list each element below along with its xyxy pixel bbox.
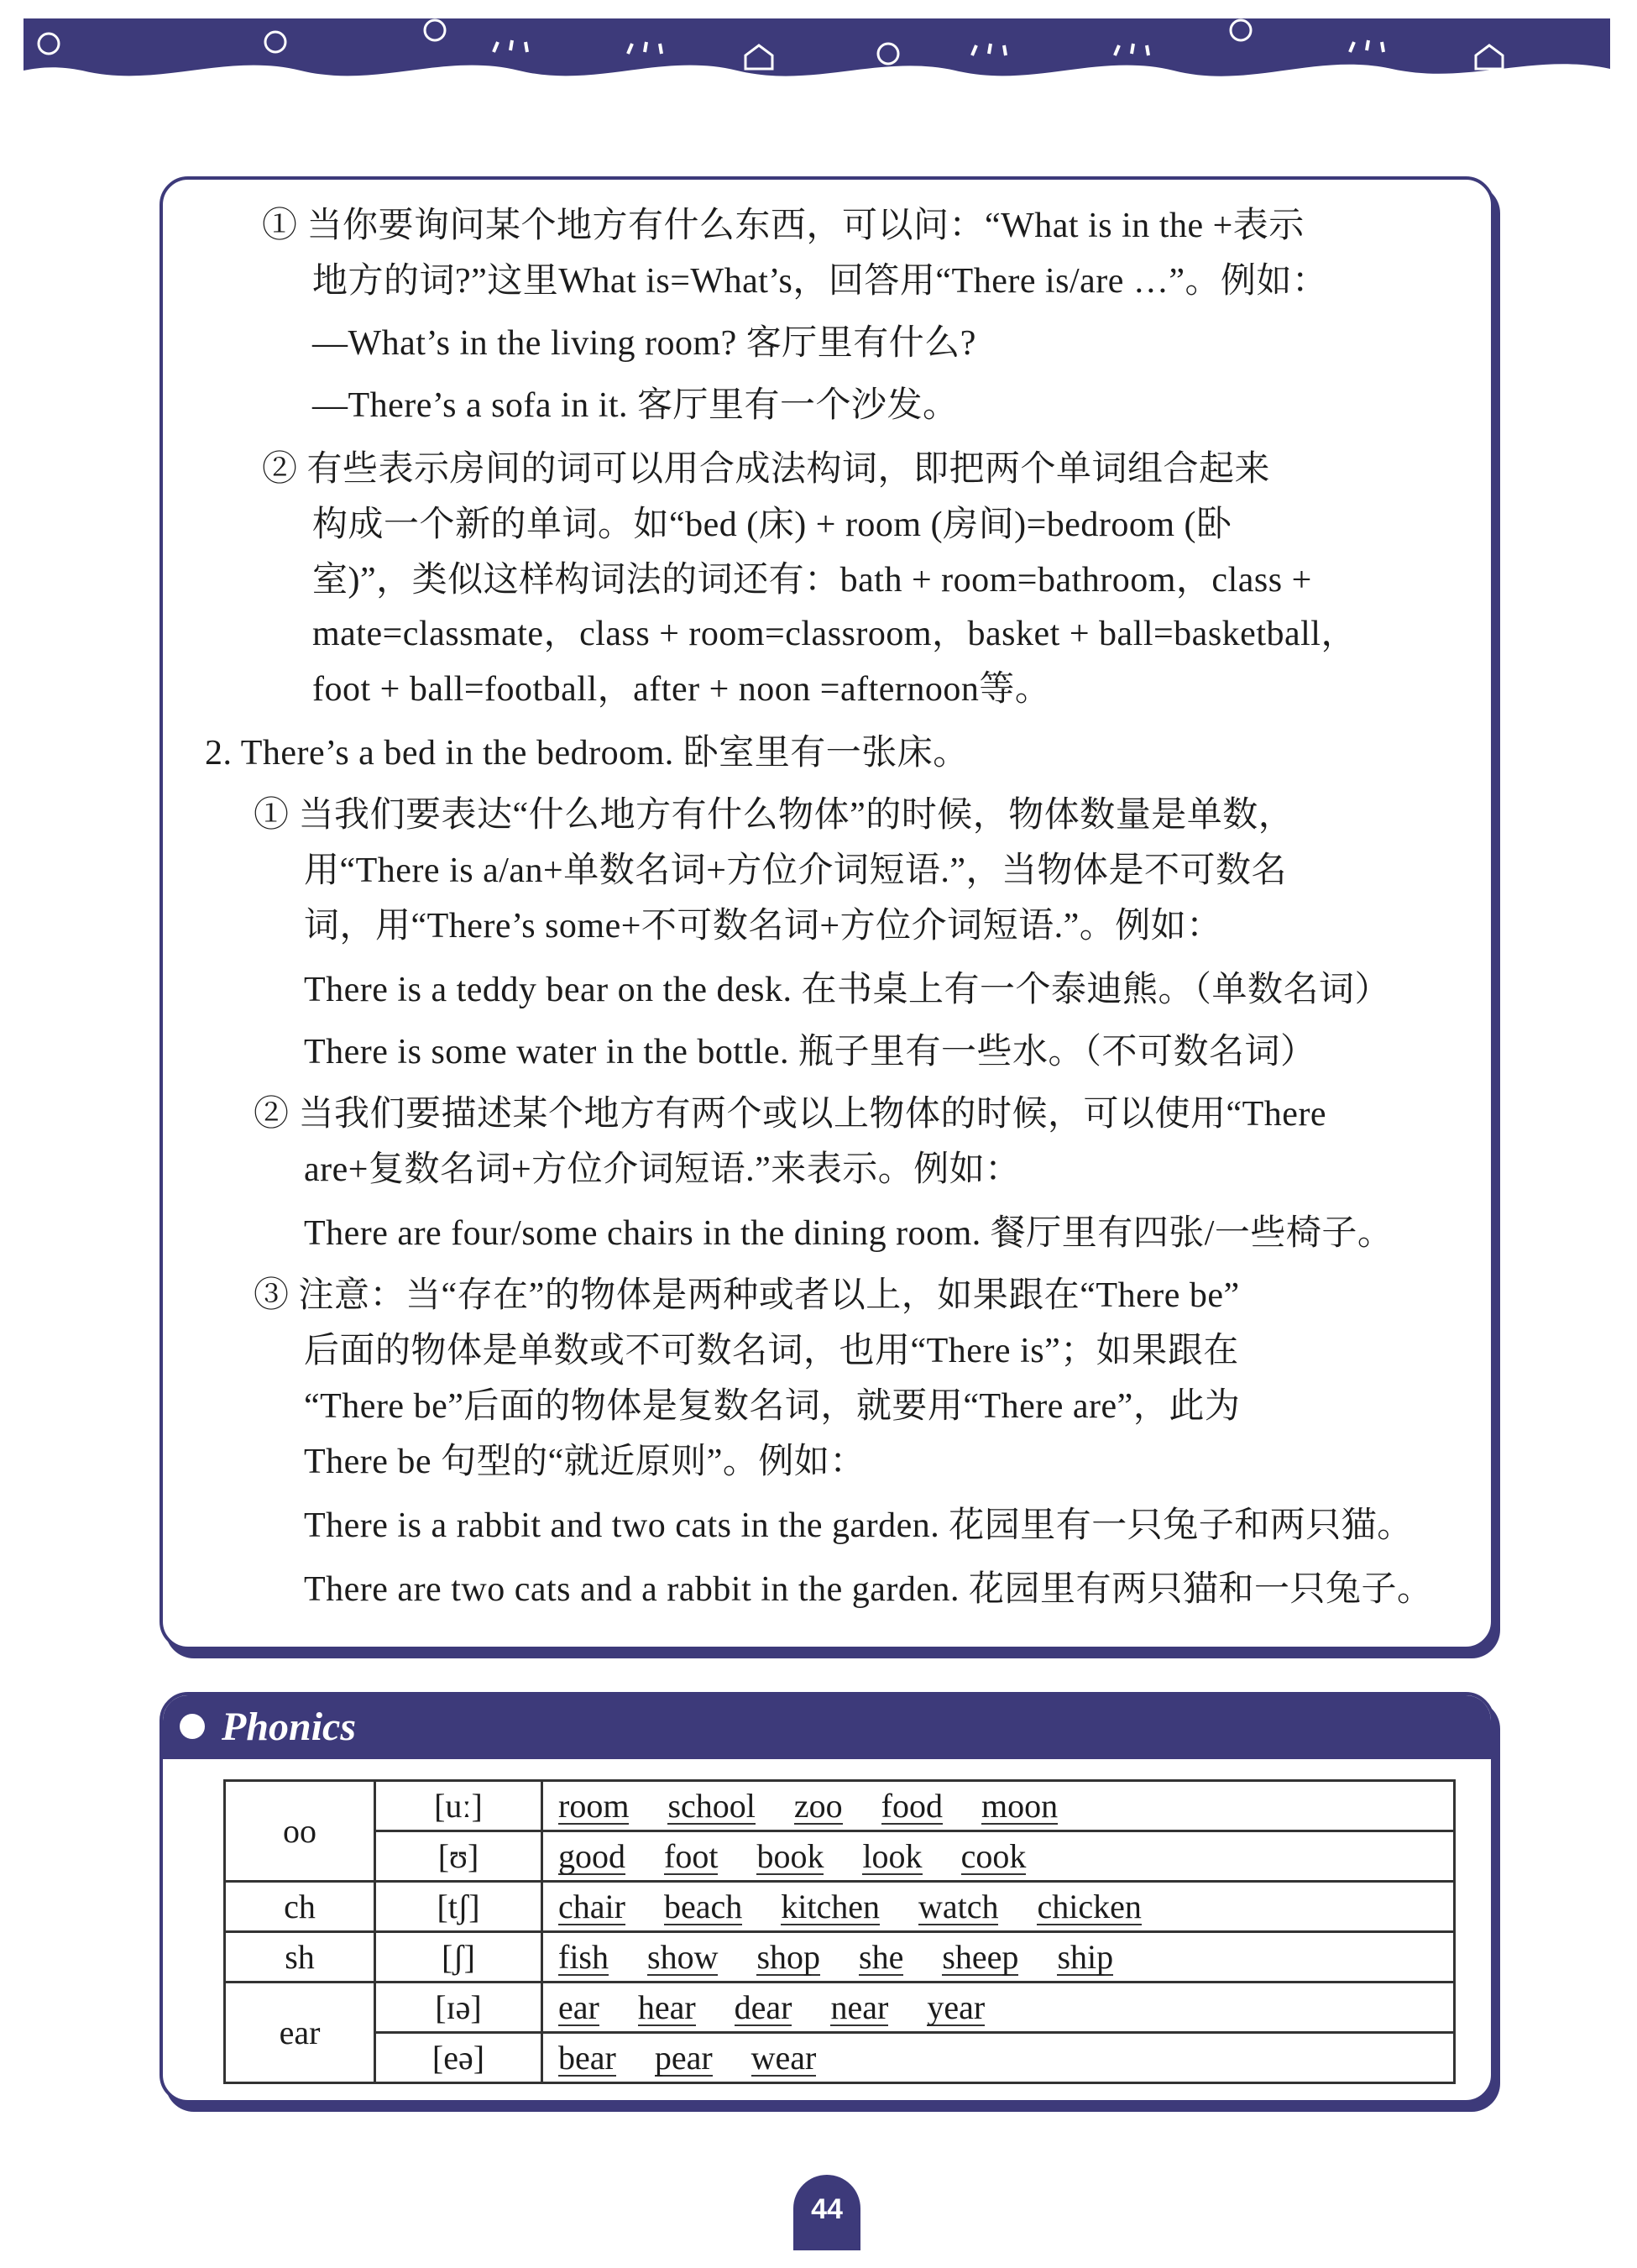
table-row <box>225 1882 1455 1932</box>
example-word: kitchen <box>781 1888 880 1925</box>
example-word: show <box>647 1938 719 1976</box>
phonics-header <box>163 1695 1491 1759</box>
letter-group: ch <box>225 1882 375 1932</box>
table-row <box>225 1932 1455 1983</box>
bullet-icon <box>180 1714 205 1739</box>
phonics-title: Phonics <box>222 1705 357 1749</box>
note-line: ② 有些表示房间的词可以用合成法构词，即把两个单词组合起来 <box>262 450 1271 489</box>
note-line: ① 当你要询问某个地方有什么东西，可以问：“What is in the +表示 <box>262 207 1305 245</box>
letter-group: ear <box>225 1983 375 2083</box>
example-line: There are two cats and a rabbit in the garden. 花园里有两只猫和一只兔子。 <box>304 1570 1433 1609</box>
table-row <box>225 1831 1455 1882</box>
note-line: 用“There is a/an+单数名词+方位介词短语.”，当物体是不可数名 <box>304 851 1288 890</box>
example-word: ship <box>1057 1938 1114 1976</box>
example-word: room <box>558 1787 630 1825</box>
example-word: beach <box>663 1888 743 1925</box>
note-line: are+复数名词+方位介词短语.”来表示。例如： <box>304 1150 1021 1189</box>
ipa-symbol: [ʃ] <box>375 1932 542 1983</box>
example-word: hear <box>637 1988 696 2026</box>
example-word: wear <box>751 2039 817 2077</box>
phonics-section <box>160 1692 1494 2103</box>
example-word: fish <box>558 1938 609 1976</box>
table-row <box>225 1781 1455 1831</box>
example-word: zoo <box>793 1787 843 1825</box>
example-word: pear <box>654 2039 713 2077</box>
example-line: There is a rabbit and two cats in the garden. 花园里有一只兔子和两只猫。 <box>304 1506 1413 1545</box>
example-line: There are four/some chairs in the dining room. 餐厅里有四张/一些椅子。 <box>304 1214 1394 1253</box>
letter-group: sh <box>225 1932 375 1983</box>
ipa-symbol: [eə] <box>375 2033 542 2083</box>
note-line: —What’s in the living room? 客厅里有什么? <box>312 324 976 363</box>
example-words <box>542 1831 1455 1882</box>
example-words <box>542 1882 1455 1932</box>
note-line: 室)”，类似这样构词法的词还有：bath + room=bathroom，class + <box>312 561 1312 600</box>
note-line: foot + ball=football，after + noon =afternoon等。 <box>312 670 1051 709</box>
note-line: 词，用“There’s some+不可数名词+方位介词短语.”。例如： <box>304 907 1222 945</box>
note-line: ① 当我们要表达“什么地方有什么物体”的时候，物体数量是单数， <box>254 796 1294 835</box>
example-word: good <box>558 1837 625 1875</box>
note-line: 地方的词?”这里What is=What’s，回答用“There is/are …”。例如： <box>312 262 1328 301</box>
example-word: chicken <box>1037 1888 1142 1925</box>
example-word: school <box>667 1787 756 1825</box>
ipa-symbol: [uː] <box>375 1781 542 1831</box>
example-word: food <box>881 1787 943 1825</box>
ipa-symbol: [ɪə] <box>375 1983 542 2033</box>
example-line: There is a teddy bear on the desk. 在书桌上有一个泰迪熊。（单数名词） <box>304 971 1390 1009</box>
ipa-symbol: [tʃ] <box>375 1882 542 1932</box>
example-word: chair <box>558 1888 625 1925</box>
example-word: bear <box>558 2039 616 2077</box>
example-line: There is some water in the bottle. 瓶子里有一些水。（不可数名词） <box>304 1033 1316 1071</box>
note-line: 构成一个新的单词。如“bed (床) + room (房间)=bedroom (卧 <box>312 505 1232 544</box>
example-word: book <box>756 1837 824 1875</box>
example-word: ear <box>558 1988 599 2026</box>
example-words <box>542 1932 1455 1983</box>
example-word: look <box>862 1837 923 1875</box>
example-word: watch <box>918 1888 999 1925</box>
page-number: 44 <box>793 2175 860 2250</box>
example-word: shop <box>756 1938 821 1976</box>
note-line: There be 句型的“就近原则”。例如： <box>304 1443 866 1481</box>
example-word: foot <box>664 1837 719 1875</box>
note-line: mate=classmate，class + room=classroom，basket + ball=basketball， <box>312 615 1357 653</box>
example-word: dear <box>734 1988 792 2026</box>
section-heading: 2. There’s a bed in the bedroom. 卧室里有一张床。 <box>205 734 969 773</box>
note-line: —There’s a sofa in it. 客厅里有一个沙发。 <box>312 386 959 425</box>
phonics-table <box>223 1779 1456 2084</box>
header-banner <box>24 18 1610 94</box>
note-line: ③ 注意：当“存在”的物体是两种或者以上，如果跟在“There be” <box>254 1276 1240 1315</box>
example-words <box>542 1781 1455 1831</box>
example-word: she <box>859 1938 904 1976</box>
example-word: near <box>830 1988 889 2026</box>
note-line: ② 当我们要描述某个地方有两个或以上物体的时候，可以使用“There <box>254 1095 1327 1134</box>
example-word: sheep <box>942 1938 1019 1976</box>
example-words <box>542 2033 1455 2083</box>
example-word: year <box>927 1988 986 2026</box>
ipa-symbol: [ʊ] <box>375 1831 542 1882</box>
table-row <box>225 1983 1455 2033</box>
note-line: 后面的物体是单数或不可数名词，也用“There is”；如果跟在 <box>304 1332 1239 1370</box>
example-word: cook <box>960 1837 1027 1875</box>
grammar-notes-card <box>160 176 1494 1650</box>
example-words <box>542 1983 1455 2033</box>
table-row <box>225 2033 1455 2083</box>
letter-group: oo <box>225 1781 375 1882</box>
example-word: moon <box>981 1787 1059 1825</box>
note-line: “There be”后面的物体是复数名词，就要用“There are”，此为 <box>304 1387 1241 1426</box>
